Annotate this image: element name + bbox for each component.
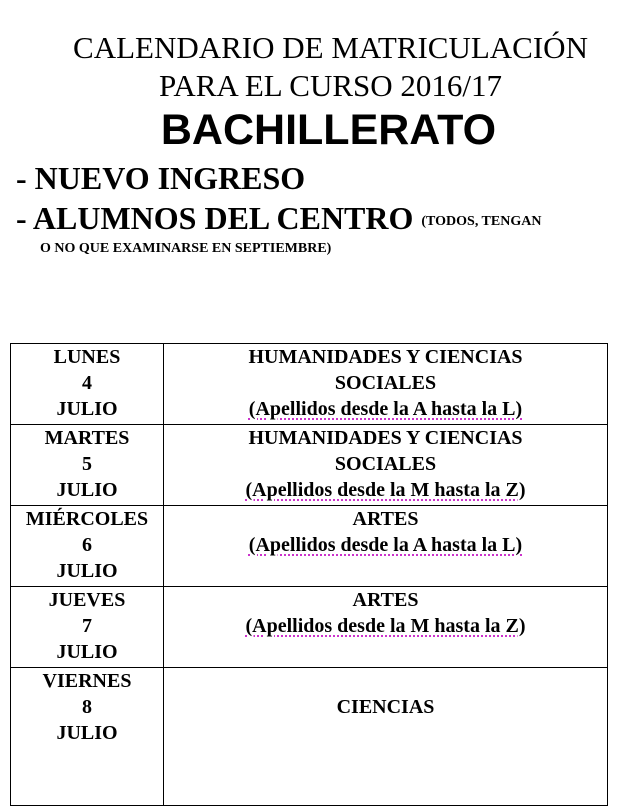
document-heading-bachillerato: BACHILLERATO (160, 106, 497, 154)
surname-range: (Apellidos desde la M hasta la Z) (245, 615, 526, 637)
surname-range: (Apellidos desde la A hasta la L) (248, 534, 523, 556)
track-cell (164, 587, 608, 668)
enrollment-schedule-table (10, 343, 608, 806)
note-part-1: (TODOS, TENGAN (421, 214, 542, 229)
date-cell (11, 425, 164, 506)
document-title-line-2: PARA EL CURSO 2016/17 (158, 68, 503, 103)
track-name-line-1: HUMANIDADES Y CIENCIAS (248, 346, 523, 368)
month: JULIO (56, 479, 118, 501)
weekday: VIERNES (42, 670, 132, 692)
bullet-alumnos-del-centro (16, 200, 541, 237)
table-row (11, 344, 608, 425)
day-number: 7 (82, 615, 92, 637)
weekday: MARTES (44, 427, 130, 449)
track-name-line-1: ARTES (352, 508, 419, 530)
track-name-line-2: SOCIALES (334, 453, 437, 475)
track-name-line-1: HUMANIDADES Y CIENCIAS (248, 427, 523, 449)
day-number: 5 (82, 453, 92, 475)
table-row (11, 425, 608, 506)
weekday: LUNES (53, 346, 121, 368)
track-name-line-1: CIENCIAS (336, 696, 435, 718)
month: JULIO (56, 560, 118, 582)
track-cell (164, 425, 608, 506)
bullet-alumnos-label: - ALUMNOS DEL CENTRO (16, 200, 414, 236)
date-cell (11, 506, 164, 587)
month: JULIO (56, 722, 118, 744)
surname-range: (Apellidos desde la A hasta la L) (248, 398, 523, 420)
bullet-nuevo-ingreso: - NUEVO INGRESO (16, 160, 306, 196)
month: JULIO (56, 641, 118, 663)
day-number: 6 (82, 534, 92, 556)
surname-range: (Apellidos desde la M hasta la Z) (245, 479, 526, 501)
day-number: 8 (82, 696, 92, 718)
track-name-line-1: ARTES (352, 589, 419, 611)
track-cell (164, 506, 608, 587)
table-row (11, 587, 608, 668)
track-name-line-2: SOCIALES (334, 372, 437, 394)
date-cell (11, 344, 164, 425)
table-row (11, 506, 608, 587)
weekday: JUEVES (48, 589, 126, 611)
document-title-line-1: CALENDARIO DE MATRICULACIÓN (73, 30, 588, 65)
table-row (11, 668, 608, 806)
month: JULIO (56, 398, 118, 420)
track-cell (164, 344, 608, 425)
date-cell (11, 668, 164, 806)
weekday: MIÉRCOLES (25, 508, 149, 530)
day-number: 4 (82, 372, 92, 394)
note-part-2: O NO QUE EXAMINARSE EN SEPTIEMBRE) (40, 241, 332, 256)
track-cell (164, 668, 608, 806)
date-cell (11, 587, 164, 668)
